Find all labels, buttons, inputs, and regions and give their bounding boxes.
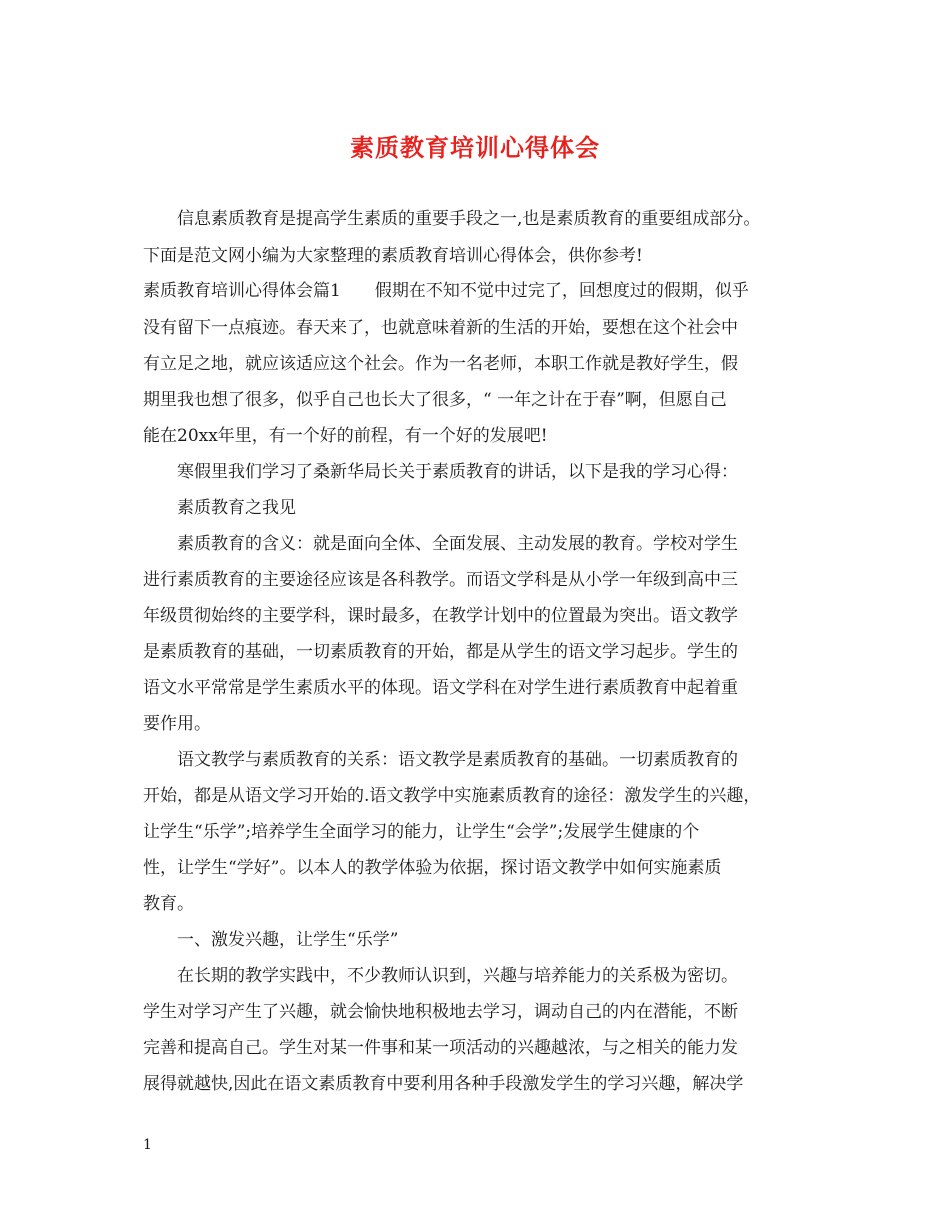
body-line: 展得就越快,因此在语文素质教育中要利用各种手段激发学生的学习兴趣，解决学 bbox=[143, 1074, 744, 1094]
body-line: 有立足之地，就应该适应这个社会。作为一名老师，本职工作就是教好学生，假 bbox=[143, 354, 738, 374]
body-line: 素质教育之我见 bbox=[143, 498, 296, 518]
body-line: 进行素质教育的主要途径应该是各科教学。而语文学科是从小学一年级到高中三 bbox=[143, 570, 738, 590]
body-line: 下面是范文网小编为大家整理的素质教育培训心得体会，供你参考! bbox=[143, 246, 643, 266]
body-line: 教育。 bbox=[143, 894, 194, 914]
body-line: 素质教育培训心得体会篇1 假期在不知不觉中过完了，回想度过的假期，似乎 bbox=[143, 281, 749, 301]
page-title: 素质教育培训心得体会 bbox=[350, 133, 600, 162]
body-line: 性，让学生“学好”。以本人的教学体验为依据，探讨语文教学中如何实施素质 bbox=[143, 858, 722, 878]
body-line: 语文教学与素质教育的关系：语文教学是素质教育的基础。一切素质教育的 bbox=[143, 750, 738, 770]
body-line: 让学生“乐学”;培养学生全面学习的能力，让学生“会学”;发展学生健康的个 bbox=[143, 822, 700, 842]
body-line: 寒假里我们学习了桑新华局长关于素质教育的讲话，以下是我的学习心得： bbox=[143, 462, 738, 482]
body-line: 年级贯彻始终的主要学科，课时最多，在教学计划中的位置最为突出。语文教学 bbox=[143, 606, 738, 626]
body-line: 在长期的教学实践中，不少教师认识到，兴趣与培养能力的关系极为密切。 bbox=[143, 966, 738, 986]
body-line: 期里我也想了很多，似乎自己也长大了很多，“ 一年之计在于春”啊，但愿自己 bbox=[143, 390, 727, 410]
page-number: 1 bbox=[143, 1137, 152, 1153]
body-line: 素质教育的含义：就是面向全体、全面发展、主动发展的教育。学校对学生 bbox=[143, 534, 738, 554]
body-line: 学生对学习产生了兴趣，就会愉快地积极地去学习，调动自己的内在潜能，不断 bbox=[143, 1002, 738, 1022]
body-line: 信息素质教育是提高学生素质的重要手段之一,也是素质教育的重要组成部分。 bbox=[143, 209, 761, 229]
body-line: 没有留下一点痕迹。春天来了，也就意味着新的生活的开始，要想在这个社会中 bbox=[143, 318, 738, 338]
body-line: 语文水平常常是学生素质水平的体现。语文学科在对学生进行素质教育中起着重 bbox=[143, 678, 738, 698]
body-line: 是素质教育的基础，一切素质教育的开始，都是从学生的语文学习起步。学生的 bbox=[143, 642, 738, 662]
body-line: 一、激发兴趣，让学生“乐学” bbox=[143, 930, 399, 950]
body-line: 完善和提高自己。学生对某一件事和某一项活动的兴趣越浓，与之相关的能力发 bbox=[143, 1038, 738, 1058]
body-line: 能在20xx年里，有一个好的前程，有一个好的发展吧! bbox=[143, 426, 548, 446]
body-line: 要作用。 bbox=[143, 714, 211, 734]
body-line: 开始，都是从语文学习开始的.语文教学中实施素质教育的途径：激发学生的兴趣， bbox=[143, 786, 761, 806]
